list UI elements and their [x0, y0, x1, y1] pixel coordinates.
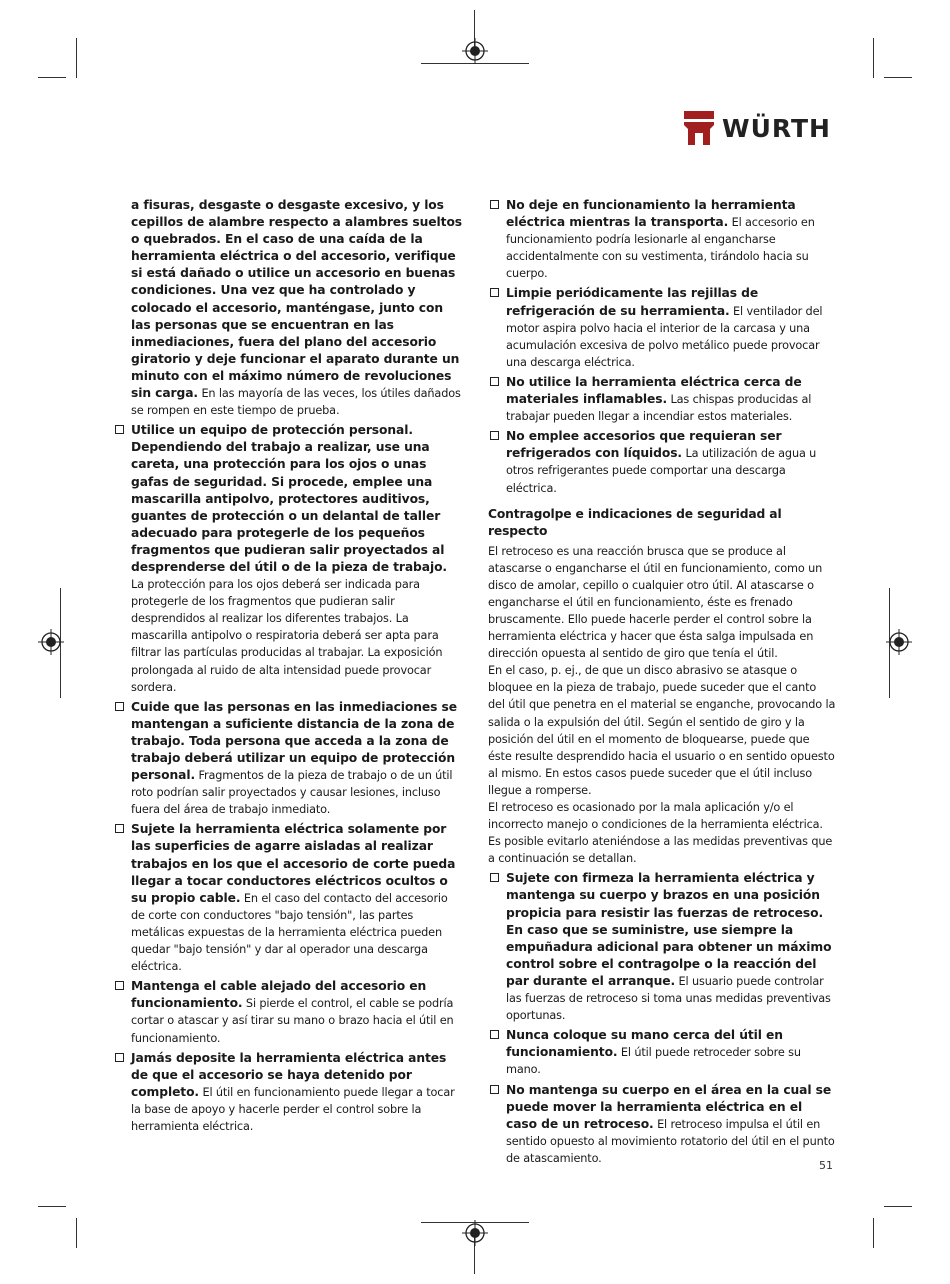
bullet-item	[131, 821, 463, 975]
bullet-item	[506, 197, 836, 282]
crop-mark	[38, 1206, 66, 1207]
bullet-item	[506, 428, 836, 496]
checkbox-bullet-icon	[490, 377, 499, 386]
checkbox-bullet-icon	[115, 824, 124, 833]
checkbox-bullet-icon	[115, 702, 124, 711]
continued-paragraph	[131, 197, 463, 419]
bullet-item	[506, 1027, 836, 1078]
bullet-body-text: En las mayoría de las veces, los útiles dañados se rompen en este tiempo de prueba.	[131, 387, 461, 418]
bullet-bold-text: Sujete con firmeza la herramienta eléctrica y mantenga su cuerpo y brazos en una posición propicia para resistir las fuerzas de retroceso. En caso que se suministre, use siempre la empuñadura adicional para obtener un máximo control sobre el contragolpe o la reacción del par durante el arranque.	[506, 871, 832, 988]
logo-wordmark: WÜRTH	[722, 113, 831, 143]
bullet-bold-text: Utilice un equipo de protección personal. Dependiendo del trabajo a realizar, use una careta, una protección para los ojos o unas gafas de seguridad. Si procede, emplee una mascarilla antipolvo, protectores auditivos, guantes de protección o un delantal de taller adecuado para protegerle de los pequeños fragmentos que pudieran salir proyectados al desprenderse del útil o de la pieza de trabajo.	[131, 423, 447, 574]
crop-mark	[873, 38, 874, 78]
checkbox-bullet-icon	[490, 1030, 499, 1039]
bullet-item	[506, 374, 836, 425]
bullet-item	[506, 285, 836, 370]
bullet-item	[131, 422, 463, 696]
bullet-item	[131, 1050, 463, 1135]
section-heading: Contragolpe e indicaciones de seguridad al respecto	[488, 506, 782, 538]
crop-mark	[884, 1206, 912, 1207]
bullet-bold-text: Cuide que las personas en las inmediaciones se mantengan a suficiente distancia de la zona de trabajo. Toda persona que acceda a la zona de trabajo deberá utilizar un equipo de protección personal.	[131, 699, 457, 783]
checkbox-bullet-icon	[490, 1085, 499, 1094]
crop-mark	[38, 77, 66, 78]
bullet-body-text: El útil en funcionamiento puede llegar a tocar la base de apoyo y hacerle perder el control sobre la herramienta eléctrica.	[131, 1085, 455, 1133]
right-column	[488, 197, 836, 1167]
bullet-bold-text: Jamás deposite la herramienta eléctrica antes de que el accesorio se haya detenido por completo.	[131, 1050, 447, 1099]
checkbox-bullet-icon	[115, 981, 124, 990]
bullet-bold-text: No emplee accesorios que requieran ser refrigerados con líquidos.	[506, 429, 782, 461]
bullet-item	[506, 1082, 836, 1167]
section-paragraph: En el caso, p. ej., de que un disco abrasivo se atasque o bloquee en la pieza de trabajo, puede suceder que el canto del útil que penetra en el material se enganche, provocando la salida o la expulsión del útil. Según el sentido de giro y la posición del útil en el momento de bloquearse, puede que éste resulte desprendido hacia el usuario o en sentido opuesto al mismo. En estos casos puede suceder que el útil incluso llegue a romperse.	[488, 664, 836, 797]
bullet-bold-text: No utilice la herramienta eléctrica cerca de materiales inflamables.	[506, 374, 802, 407]
bullet-body-text: La protección para los ojos deberá ser indicada para protegerle de los fragmentos que pudieran salir desprendidos al realizar los diferentes trabajos. La mascarilla antipolvo o respiratoria deberá ser apta para filtrar las partículas producidas al trabajar. La exposición prolongada al ruido de alta intensidad puede provocar sordera.	[131, 578, 443, 694]
left-column	[113, 197, 463, 1135]
bullet-item	[506, 870, 836, 1024]
bullet-body-text: El útil puede retroceder sobre su mano.	[506, 1046, 801, 1077]
crop-mark	[873, 1218, 874, 1248]
bullet-body-text: La utilización de agua u otros refrigerantes puede comportar una descarga eléctrica.	[506, 447, 817, 495]
bullet-body-text: El ventilador del motor aspira polvo hacia el interior de la carcasa y una acumulación excesiva de polvo metálico puede provocar una descarga eléctrica.	[506, 304, 823, 369]
registration-mark-icon	[886, 629, 912, 655]
bullet-body-text: El retroceso impulsa el útil en sentido opuesto al movimiento rotatorio del útil en el punto de atascamiento.	[506, 1117, 835, 1165]
checkbox-bullet-icon	[490, 288, 499, 297]
checkbox-bullet-icon	[490, 431, 499, 440]
wurth-logo-mark-icon	[684, 111, 714, 145]
crop-mark	[76, 1218, 77, 1248]
checkbox-bullet-icon	[115, 425, 124, 434]
registration-mark-icon	[462, 1220, 488, 1246]
section-paragraph: El retroceso es ocasionado por la mala aplicación y/o el incorrecto manejo o condiciones de la herramienta eléctrica. Es posible evitarlo ateniéndose a las medidas preventivas que a continuación se detallan.	[488, 801, 833, 866]
checkbox-bullet-icon	[490, 873, 499, 882]
bullet-bold-text: No deje en funcionamiento la herramienta eléctrica mientras la transporta.	[506, 198, 796, 230]
bullet-body-text: El accesorio en funcionamiento podría lesionarle al engancharse accidentalmente con su vestimenta, tirándolo hacia su cuerpo.	[506, 216, 815, 281]
bullet-body-text: El usuario puede controlar las fuerzas de retroceso si toma unas medidas preventivas oportunas.	[506, 974, 831, 1023]
section-paragraph: El retroceso es una reacción brusca que se produce al atascarse o engancharse el útil en funcionamiento, como un disco de amolar, cepillo o cualquier otro útil. Al atascarse o engancharse el útil en funcionamiento, éste es frenado bruscamente. Ello puede hacerle perder el control sobre la herramienta eléctrica y hacer que ésta salga impulsada en dirección opuesta al sentido de giro que tenía el útil.	[488, 544, 823, 661]
bullet-bold-text: Sujete la herramienta eléctrica solamente por las superficies de agarre aisladas al realizar trabajos en los que el accesorio de corte pueda llegar a tocar conductores eléctricos ocultos o su propio cable.	[131, 822, 456, 905]
checkbox-bullet-icon	[115, 1053, 124, 1062]
bullet-body-text: Las chispas producidas al trabajar pueden llegar a incendiar estos materiales.	[506, 393, 812, 424]
bullet-bold-text: Mantenga el cable alejado del accesorio en funcionamiento.	[131, 979, 427, 1011]
bullet-bold-text: No mantenga su cuerpo en el área en la cual se puede mover la herramienta eléctrica en el caso de un retroceso.	[506, 1082, 832, 1131]
bullet-bold-text: Nunca coloque su mano cerca del útil en funcionamiento.	[506, 1028, 783, 1060]
registration-mark-icon	[462, 38, 488, 64]
page-number: 51	[819, 1159, 833, 1172]
bullet-item	[131, 699, 463, 819]
bullet-item	[131, 978, 463, 1046]
bullet-bold-text: a fisuras, desgaste o desgaste excesivo, y los cepillos de alambre respecto a alambres sueltos o quebrados. En el caso de una caída de la herramienta eléctrica o del accesorio, verifique si está dañado o utilice un accesorio en buenas condiciones. Una vez que ha controlado y colocado el accesorio, manténgase, junto con las personas que se encuentran en las inmediaciones, fuera del plano del accesorio giratorio y deje funcionar el aparato durante un minuto con el máximo número de revoluciones sin carga.	[131, 198, 463, 401]
crop-mark	[884, 77, 912, 78]
checkbox-bullet-icon	[490, 200, 499, 209]
registration-mark-icon	[38, 629, 64, 655]
bullet-body-text: En el caso del contacto del accesorio de corte con conductores "bajo tensión", las partes metálicas expuestas de la herramienta eléctrica pueden quedar "bajo tensión" y dar al operador una descarga eléctrica.	[131, 891, 448, 974]
bullet-body-text: Fragmentos de la pieza de trabajo o de un útil roto podrían salir proyectados y causar lesiones, incluso fuera del área de trabajo inmediato.	[131, 769, 453, 817]
wurth-logo	[684, 111, 831, 145]
crop-mark	[76, 38, 77, 78]
bullet-body-text: Si pierde el control, el cable se podría cortar o atascar y así tirar su mano o brazo hacia el útil en funcionamiento.	[131, 997, 454, 1045]
bullet-bold-text: Limpie periódicamente las rejillas de refrigeración de su herramienta.	[506, 286, 759, 318]
